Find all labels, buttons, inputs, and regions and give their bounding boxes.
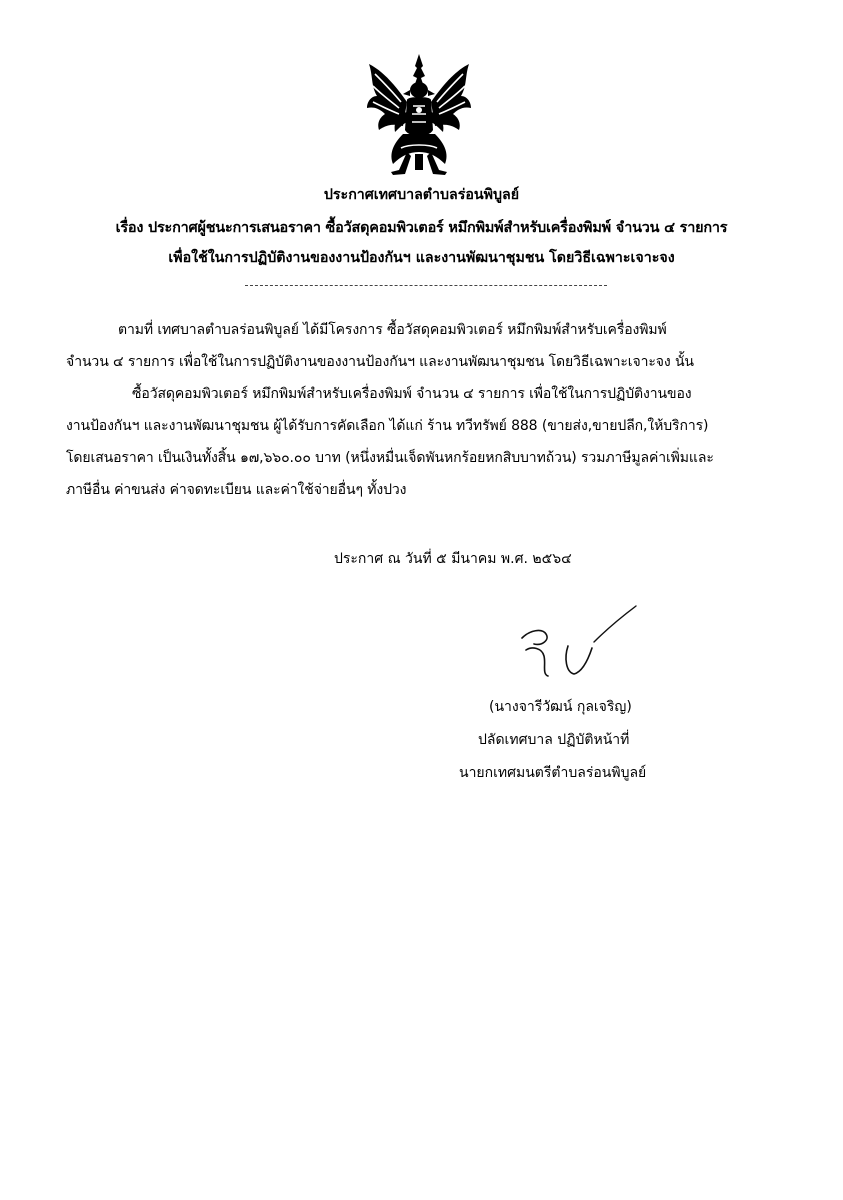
subject-line-2: เพื่อใช้ในการปฏิบัติงานของงานป้องกันฯ และงานพัฒนาชุมชน โดยวิธีเฉพาะเจาะจง <box>168 250 675 266</box>
signatory-position: ปลัดเทศบาล ปฏิบัติหน้าที่ <box>478 732 630 748</box>
signatory-name: (นางจารีวัฒน์ กุลเจริญ) <box>489 699 632 715</box>
body-line: โดยเสนอราคา เป็นเงินทั้งสิ้น ๑๗,๖๖๐.๐๐ บาท (หนึ่งหมื่นเจ็ดพันหกร้อยหกสิบบาทถ้วน) รวมภาษีมูลค่าเพิ่มและ <box>66 450 714 466</box>
body-line: ตามที่ เทศบาลตำบลร่อนพิบูลย์ ได้มีโครงการ ซื้อวัสดุคอมพิวเตอร์ หมึกพิมพ์สำหรับเครื่องพิมพ์ <box>118 322 667 338</box>
body-line: จำนวน ๔ รายการ เพื่อใช้ในการปฏิบัติงานของงานป้องกันฯ และงานพัฒนาชุมชน โดยวิธีเฉพาะเจาะจง นั้น <box>66 354 694 370</box>
body-line: งานป้องกันฯ และงานพัฒนาชุมชน ผู้ได้รับการคัดเลือก ได้แก่ ร้าน ทวีทรัพย์ 888 (ขายส่ง,ขายปลีก,ให้บริการ) <box>66 418 709 434</box>
body-line: ซื้อวัสดุคอมพิวเตอร์ หมึกพิมพ์สำหรับเครื่องพิมพ์ จำนวน ๔ รายการ เพื่อใช้ในการปฏิบัติงานของ <box>132 386 692 402</box>
announcement-date: ประกาศ ณ วันที่ ๕ มีนาคม พ.ศ. ๒๕๖๔ <box>334 551 572 567</box>
signatory-role: นายกเทศมนตรีตำบลร่อนพิบูลย์ <box>459 765 647 781</box>
dashed-divider <box>245 285 607 286</box>
document-title: ประกาศเทศบาลตำบลร่อนพิบูลย์ <box>323 187 520 203</box>
garuda-emblem-icon <box>363 52 475 177</box>
handwritten-signature <box>512 602 642 682</box>
subject-line-1: เรื่อง ประกาศผู้ชนะการเสนอราคา ซื้อวัสดุคอมพิวเตอร์ หมึกพิมพ์สำหรับเครื่องพิมพ์ จำนวน ๔ รายการ <box>115 220 728 236</box>
body-line: ภาษีอื่น ค่าขนส่ง ค่าจดทะเบียน และค่าใช้จ่ายอื่นๆ ทั้งปวง <box>66 482 407 498</box>
